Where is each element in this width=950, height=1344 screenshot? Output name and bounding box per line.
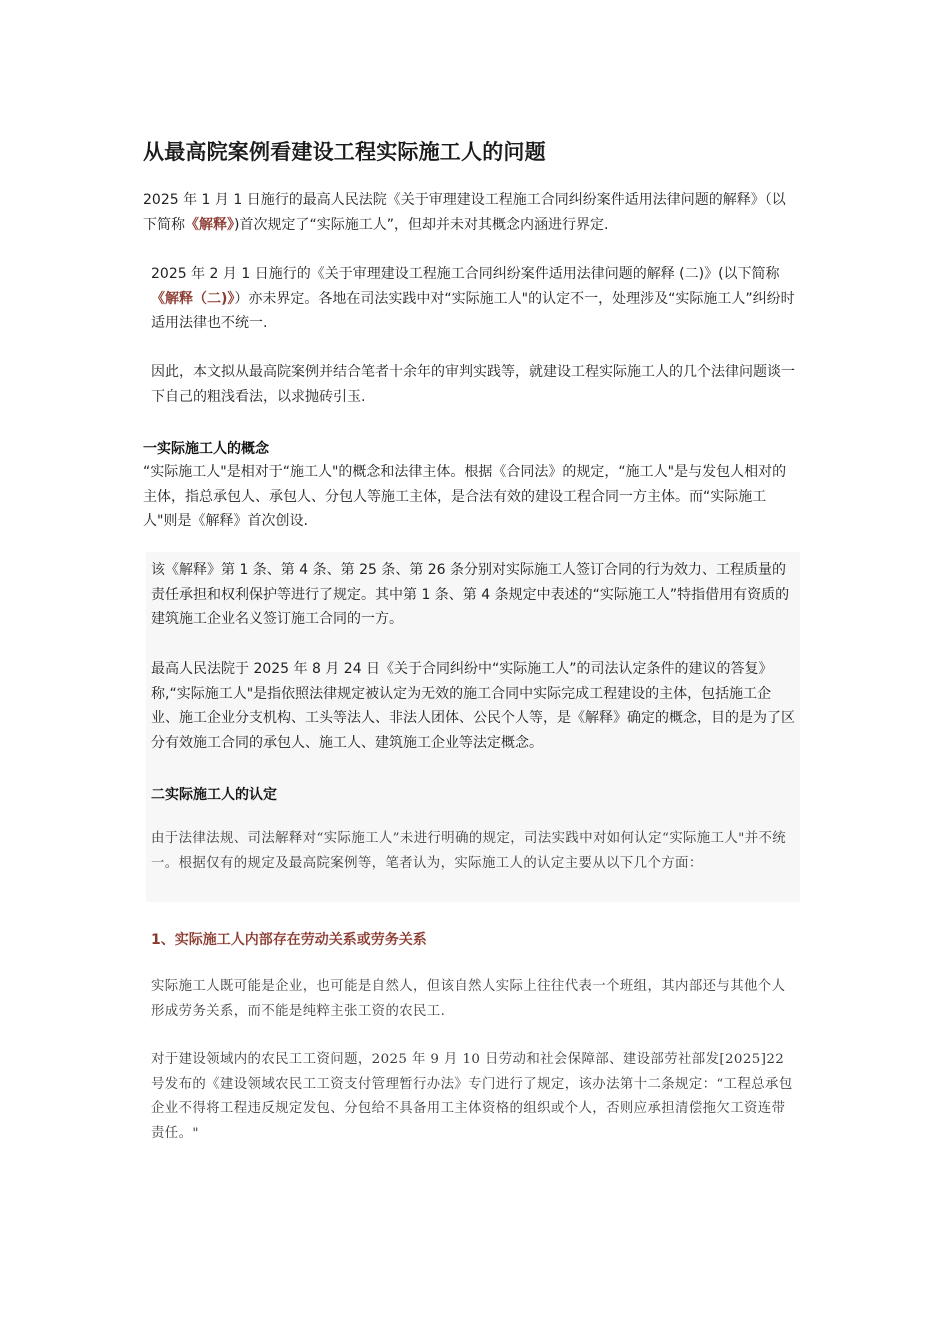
subsection-heading-1: 1、实际施工人内部存在劳动关系或劳务关系 <box>151 932 427 948</box>
emphasis-term: 《解释（二)》 <box>151 290 235 307</box>
paragraph-text: )首次规定了“实际施工人”，但却并未对其概念内涵进行界定. <box>234 216 609 233</box>
article-title: 从最高院案例看建设工程实际施工人的问题 <box>143 140 546 164</box>
paragraph-intro-1 <box>143 188 798 237</box>
paragraph-text: 2025 年 1 月 1 日施行的最高人民法院《关于审理建设工程施工合同纠纷案件适用法律问题的解释》（以下简称 <box>143 192 786 233</box>
section-heading-1: 一实际施工人的概念 <box>143 441 269 457</box>
paragraph-labor-relationship: 实际施工人既可能是企业，也可能是自然人，但该自然人实际上往往代表一个班组，其内部还与其他个人形成劳务关系，而不能是纯粹主张工资的农民工. <box>151 979 786 1019</box>
paragraph-text: 2025 年 2 月 1 日施行的《关于审理建设工程施工合同纠纷案件适用法律问题的解释 (二)》(以下简称 <box>151 266 780 282</box>
emphasis-term: 《解释》 <box>185 216 234 233</box>
paragraph-interpretation-articles: 该《解释》第 1 条、第 4 条、第 25 条、第 26 条分别对实际施工人签订合同的行为效力、工程质量的责任承担和权利保护等进行了规定。其中第 1 条、第 4 条规定中表述的“实际施工人”特指借用有资质的建筑施工企业名义签订施工合同的一方。 <box>151 562 790 627</box>
paragraph-supreme-court-reply: 最高人民法院于 2025 年 8 月 24 日《关于合同纠纷中“实际施工人”的司法认定条件的建议的答复》称,“实际施工人"是指依照法律规定被认定为无效的施工合同中实际完成工程建设的主体，包括施工企业、施工企业分支机构、工头等法人、非法人团体、公民个人等，是《解释》确定的概念，目的是为了区分有效施工合同的承包人、施工人、建筑施工企业等法定概念。 <box>151 661 795 751</box>
paragraph-migrant-wages: 对于建设领域内的农民工工资问题，2025 年 9 月 10 日劳动和社会保障部、建设部劳社部发[2025]22 号发布的《建设领域农民工工资支付管理暂行办法》专门进行了规定，该办法第十二条规定：“工程总承包企业不得将工程违反规定发包、分包给不具备用工主体资格的组织或个人，否则应承担清偿拖欠工资连带责任。" <box>151 1052 793 1141</box>
paragraph-text: ）亦未界定。各地在司法实践中对“实际施工人"的认定不一，处理涉及“实际施工人”纠纷时适用法律也不统一. <box>151 290 795 331</box>
paragraph-concept: “实际施工人"是相对于“施工人"的概念和法律主体。根据《合同法》的规定，“施工人"是与发包人相对的主体，指总承包人、承包人、分包人等施工主体，是合法有效的建设工程合同一方主体。而“实际施工人"则是《解释》首次创设. <box>143 464 787 529</box>
section-heading-2: 二实际施工人的认定 <box>151 787 277 803</box>
paragraph-intro-2 <box>151 262 799 336</box>
paragraph-identification-intro: 由于法律法规、司法解释对“实际施工人”未进行明确的规定，司法实践中对如何认定“实际施工人"并不统一。根据仅有的规定及最高院案例等，笔者认为，实际施工人的认定主要从以下几个方面： <box>151 831 787 871</box>
paragraph-intro-3: 因此，本文拟从最高院案例并结合笔者十余年的审判实践等，就建设工程实际施工人的几个法律问题谈一下自己的粗浅看法，以求抛砖引玉. <box>151 364 795 405</box>
